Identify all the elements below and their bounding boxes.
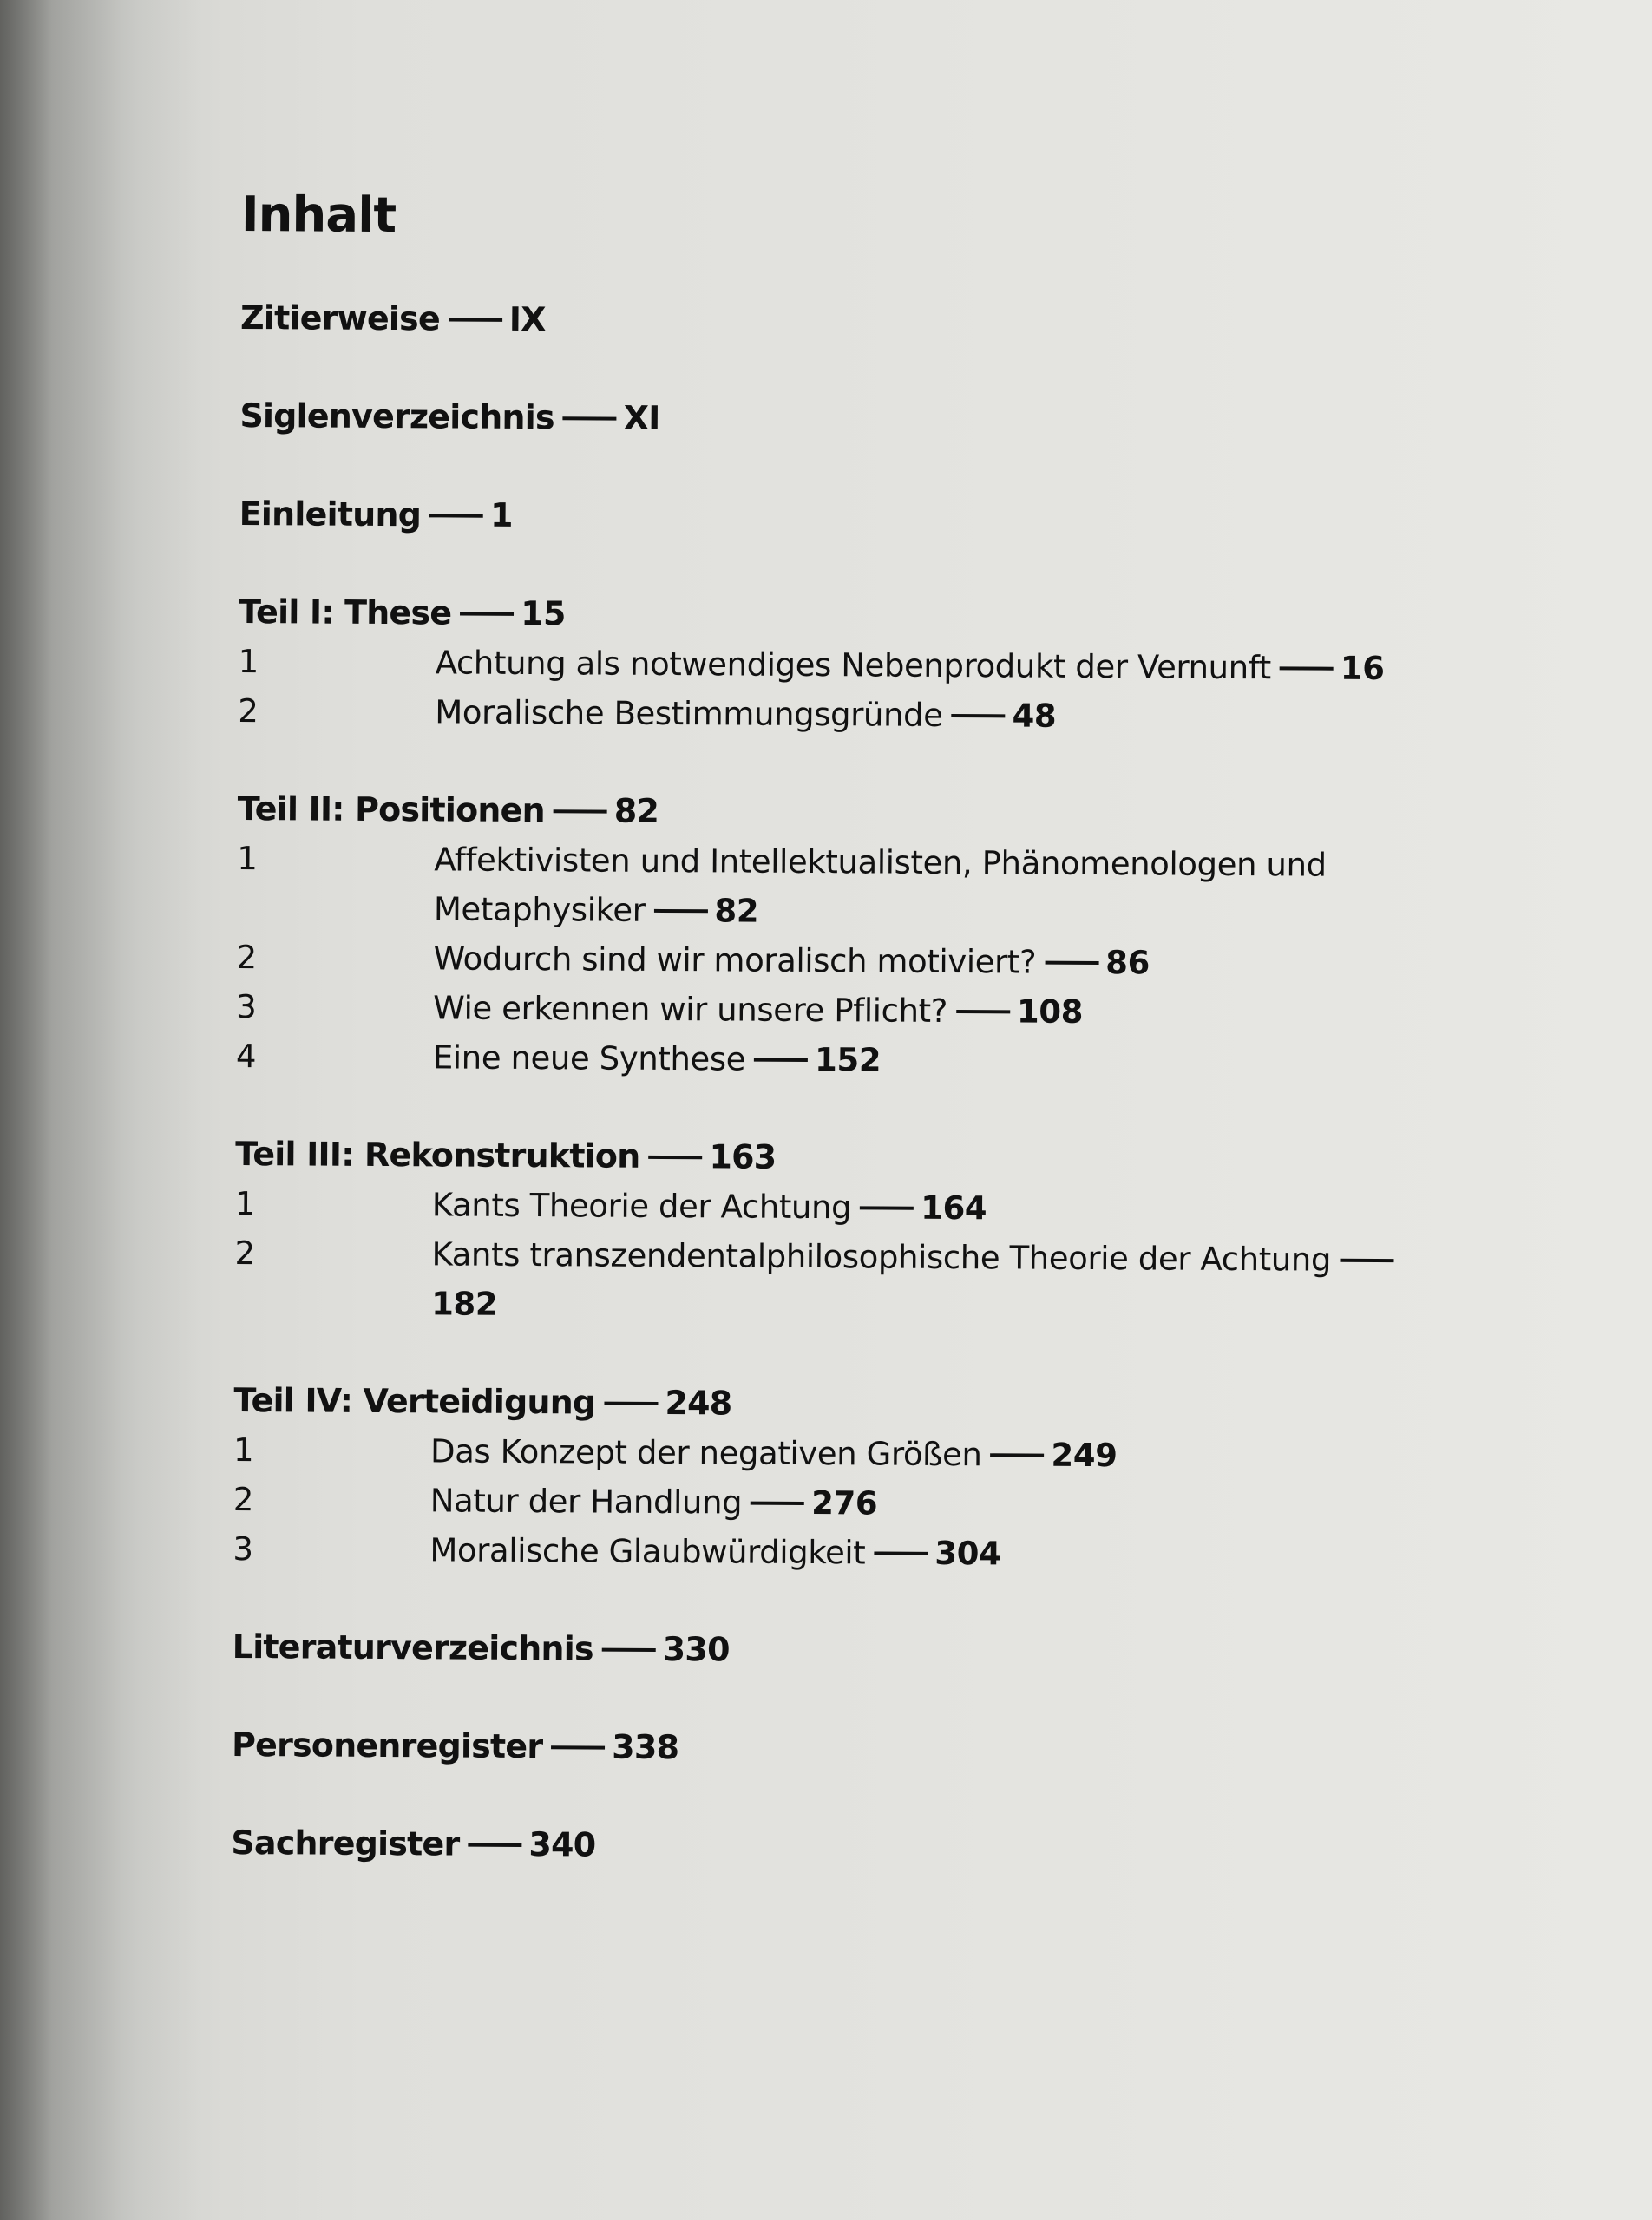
toc-entry-page: XI xyxy=(623,398,660,437)
em-dash xyxy=(860,1206,914,1209)
chapter-number: 1 xyxy=(238,642,259,681)
chapter-page: 276 xyxy=(811,1484,878,1523)
chapter-label: Natur der Handlung xyxy=(429,1482,743,1522)
em-dash xyxy=(956,1010,1010,1013)
toc-part-page: 248 xyxy=(665,1384,732,1423)
chapter-page: 86 xyxy=(1105,944,1150,982)
toc-chapter xyxy=(239,637,1540,694)
toc-chapter xyxy=(233,1475,1535,1532)
em-dash xyxy=(874,1551,928,1555)
toc-entry-personenregister xyxy=(232,1720,1533,1778)
em-dash xyxy=(429,514,483,517)
toc-entry-page: 340 xyxy=(528,1825,596,1864)
toc-part-label: Teil III: Rekonstruktion xyxy=(235,1134,640,1175)
toc-part-4 xyxy=(233,1376,1535,1433)
toc-part-2 xyxy=(237,784,1538,842)
table-of-contents xyxy=(231,187,1543,1876)
chapter-label: Moralische Glaubwürdigkeit xyxy=(429,1531,866,1572)
chapter-number: 3 xyxy=(236,987,257,1026)
page-title: Inhalt xyxy=(240,187,397,245)
toc-entry-sachregister xyxy=(231,1818,1532,1876)
toc-entry-page: IX xyxy=(508,299,546,339)
em-dash xyxy=(990,1453,1044,1457)
em-dash xyxy=(604,1401,658,1405)
chapter-page: 82 xyxy=(714,892,759,930)
em-dash xyxy=(551,1745,605,1749)
toc-entry-label: Sachregister xyxy=(231,1823,460,1863)
em-dash xyxy=(554,809,607,813)
chapter-label: Kants transzendentalphilosophische Theorie der Achtung xyxy=(431,1235,1332,1279)
chapter-number: 1 xyxy=(234,1184,256,1223)
toc-chapter xyxy=(234,1228,1537,1335)
toc-entry-einleitung xyxy=(239,489,1541,547)
toc-entry-label: Zitierweise xyxy=(239,298,441,338)
toc-chapter xyxy=(236,933,1537,990)
em-dash xyxy=(460,612,514,615)
em-dash xyxy=(602,1647,656,1651)
em-dash xyxy=(1340,1258,1393,1261)
em-dash xyxy=(648,1155,702,1158)
chapter-page: 48 xyxy=(1012,697,1057,735)
chapter-number: 1 xyxy=(233,1431,254,1470)
toc-part-label: Teil IV: Verteidigung xyxy=(233,1380,596,1422)
chapter-label: Wodurch sind wir moralisch motiviert? xyxy=(433,940,1037,981)
toc-chapter xyxy=(238,686,1539,743)
chapter-label: Achtung als notwendiges Nebenprodukt der Vernunft xyxy=(435,644,1271,687)
em-dash xyxy=(1280,666,1334,670)
chapter-label: Eine neue Synthese xyxy=(432,1038,746,1078)
toc-chapter xyxy=(235,1179,1537,1236)
toc-chapter xyxy=(233,1524,1534,1582)
toc-part-1 xyxy=(239,587,1540,645)
chapter-page: 108 xyxy=(1016,992,1084,1031)
toc-part-label: Teil II: Positionen xyxy=(237,789,545,830)
toc-part-page: 15 xyxy=(521,593,566,633)
chapter-label: Moralische Bestimmungsgründe xyxy=(435,693,943,734)
chapter-page: 164 xyxy=(921,1189,987,1228)
toc-entry-label: Einleitung xyxy=(239,494,422,534)
chapter-page: 152 xyxy=(814,1041,882,1079)
chapter-page: 304 xyxy=(934,1534,1001,1573)
chapter-number: 1 xyxy=(237,839,258,878)
chapter-number: 3 xyxy=(233,1529,253,1568)
em-dash xyxy=(449,318,502,321)
book-gutter-shadow xyxy=(0,0,200,2220)
chapter-page: 16 xyxy=(1340,649,1385,688)
chapter-number: 4 xyxy=(235,1037,257,1076)
chapter-page: 182 xyxy=(431,1285,498,1323)
chapter-number: 2 xyxy=(234,1234,255,1273)
toc-entry-literaturverzeichnis xyxy=(233,1622,1534,1680)
chapter-label: Kants Theorie der Achtung xyxy=(431,1186,852,1227)
toc-entry-label: Siglenverzeichnis xyxy=(239,396,554,437)
chapter-label: Das Konzept der negativen Größen xyxy=(429,1432,982,1474)
toc-chapter xyxy=(237,834,1539,940)
em-dash xyxy=(653,908,707,912)
toc-entry-label: Literaturverzeichnis xyxy=(232,1627,593,1668)
chapter-label: Wie erkennen wir unsere Pflicht? xyxy=(433,989,948,1030)
chapter-number: 2 xyxy=(238,691,259,730)
em-dash xyxy=(563,416,617,420)
em-dash xyxy=(952,714,1006,717)
chapter-number: 2 xyxy=(233,1480,254,1519)
toc-part-label: Teil I: These xyxy=(238,592,452,632)
em-dash xyxy=(754,1058,808,1061)
chapter-number: 2 xyxy=(236,938,257,977)
toc-entry-siglenverzeichnis xyxy=(239,391,1541,449)
toc-entry-zitierweise xyxy=(240,293,1542,350)
chapter-label: Affektivisten und Intellektualisten, Phänomenologen und Metaphysiker xyxy=(433,841,1327,929)
toc-entry-label: Personenregister xyxy=(231,1725,543,1766)
toc-chapter xyxy=(236,1031,1537,1089)
toc-part-page: 163 xyxy=(709,1137,777,1176)
em-dash xyxy=(468,1843,521,1846)
toc-chapter xyxy=(233,1425,1535,1483)
em-dash xyxy=(1045,960,1098,964)
chapter-page: 249 xyxy=(1051,1436,1118,1475)
em-dash xyxy=(751,1501,804,1504)
toc-entry-page: 338 xyxy=(612,1727,679,1767)
toc-entry-page: 330 xyxy=(662,1629,730,1669)
toc-part-page: 82 xyxy=(613,791,659,830)
toc-part-3 xyxy=(235,1130,1537,1187)
toc-chapter xyxy=(236,982,1537,1039)
toc-entry-page: 1 xyxy=(489,495,513,534)
